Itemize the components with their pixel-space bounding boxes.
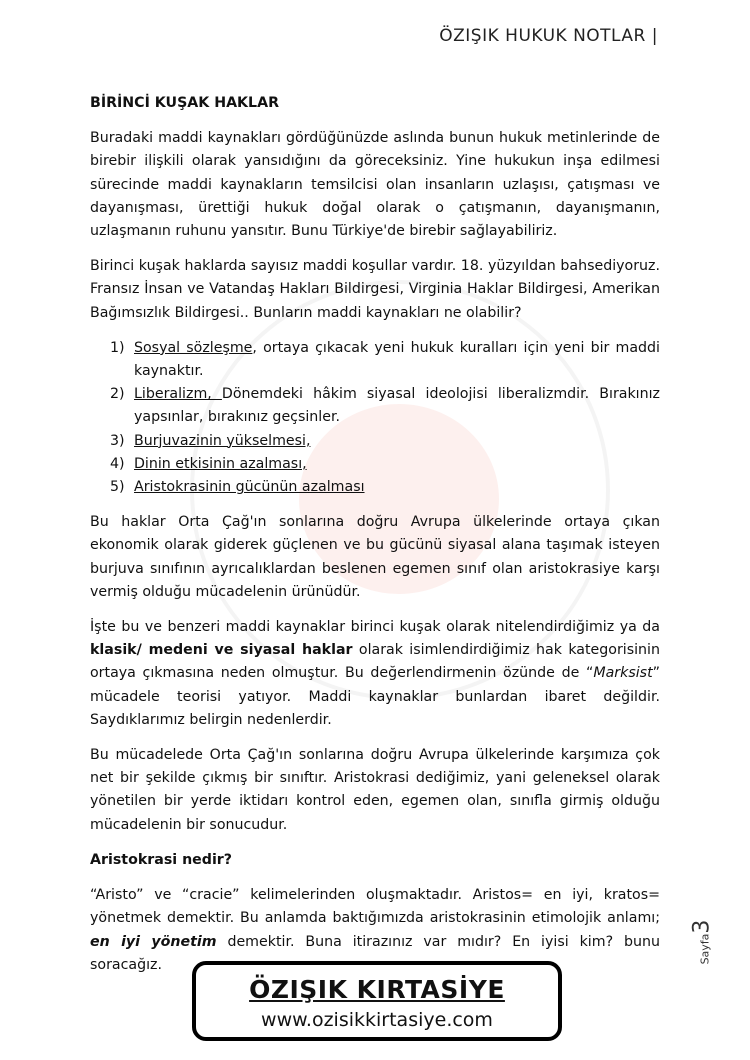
paragraph-5: Bu mücadelede Orta Çağ'ın sonlarına doğru Avrupa ülkelerinde karşımıza çok net bir şekilde çıkmış bir sınıftır. Aristokrasi dediğimiz, yani geleneksel olarak yönetilen bir yerde iktidarı kontrol eden, egemen olan, sınıfla girmiş olduğu mücadelenin bir sonucudur.: [90, 747, 660, 833]
footer-banner: [192, 961, 562, 1041]
list-item: 5) Aristokrasinin gücünün azalması: [110, 479, 365, 496]
subtitle-aristocracy: Aristokrasi nedir?: [90, 851, 233, 868]
list-item: 3) Burjuvazinin yükselmesi,: [110, 432, 311, 449]
list-item: 2) Liberalizm, Dönemdeki hâkim siyasal ideolojisi liberalizmdir. Bırakınız yapsınlar, bırakınız geçsinler.: [110, 386, 661, 426]
paragraph-4: İşte bu ve benzeri maddi kaynaklar birinci kuşak olarak nitelendirdiğimiz ya da klasik/ medeni ve siyasal haklar olarak isimlendirdiğimiz hak kategorisinin ortaya çıkmasına neden olmuştur. Bu değerlendirmenin özünde de “Marksist” mücadele teorisi yatıyor. Maddi kaynaklar bunlardan ibaret değildir. Saydıklarımız belirgin nedenlerdir.: [90, 619, 660, 728]
footer-brand: ÖZIŞIK KIRTASİYE: [249, 975, 505, 1004]
paragraph-1: Buradaki maddi kaynakları gördüğünüzde aslında bunun hukuk metinlerinde de birebir ilişkili olarak yansıdığını da göreceksiniz. Yine hukukun inşa edilmesi sürecinde maddi kaynakların temsilcisi olan insanların uzlaşısı, çatışması ve dayanışması, ürettiği hukuk doğal olarak o çatışmanın, dayanışmanın, uzlaşmanın ruhunu yansıtır. Bunu Türkiye'de birebir sağlayabiliriz.: [90, 130, 660, 240]
document-body: [90, 92, 660, 989]
page-label: Sayfa: [698, 933, 712, 965]
material-sources-list: [90, 337, 660, 499]
page-number-value: 3: [689, 919, 715, 934]
paragraph-3: Bu haklar Orta Çağ'ın sonlarına doğru Avrupa ülkelerinde ortaya çıkan ekonomik olarak giderek güçlenen ve bu gücünü siyasal alana taşımak isteyen burjuva sınıfının ayrıcalıklardan beslenen egemen sınıf olan aristokrasiye karşı vermiş olduğu mücadelenin ürünüdür.: [90, 514, 660, 600]
list-item: 4) Dinin etkisinin azalması,: [110, 455, 307, 472]
paragraph-2: Birinci kuşak haklarda sayısız maddi koşullar vardır. 18. yüzyıldan bahsediyoruz. Fransız İnsan ve Vatandaş Hakları Bildirgesi, Virginia Haklar Bildirgesi, Amerikan Bağımsızlık Bildirgesi.. Bunların maddi kaynakları ne olabilir?: [90, 258, 660, 321]
page-number: [690, 912, 714, 972]
section-title: BİRİNCİ KUŞAK HAKLAR: [90, 95, 279, 111]
page-header: ÖZIŞIK HUKUK NOTLAR |: [439, 26, 658, 46]
paragraph-6: “Aristo” ve “cracie” kelimelerinden oluşmaktadır. Aristos= en iyi, kratos= yönetmek demektir. Bu anlamda baktığımızda aristokrasinin etimolojik anlamı; en iyi yönetim demektir. Buna itirazınız var mıdır? En iyisi kim? bunu soracağız.: [90, 887, 660, 973]
list-item: 1) Sosyal sözleşme, ortaya çıkacak yeni hukuk kuralları için yeni bir maddi kaynaktır.: [110, 339, 661, 380]
footer-url: www.ozisikkirtasiye.com: [261, 1009, 493, 1031]
